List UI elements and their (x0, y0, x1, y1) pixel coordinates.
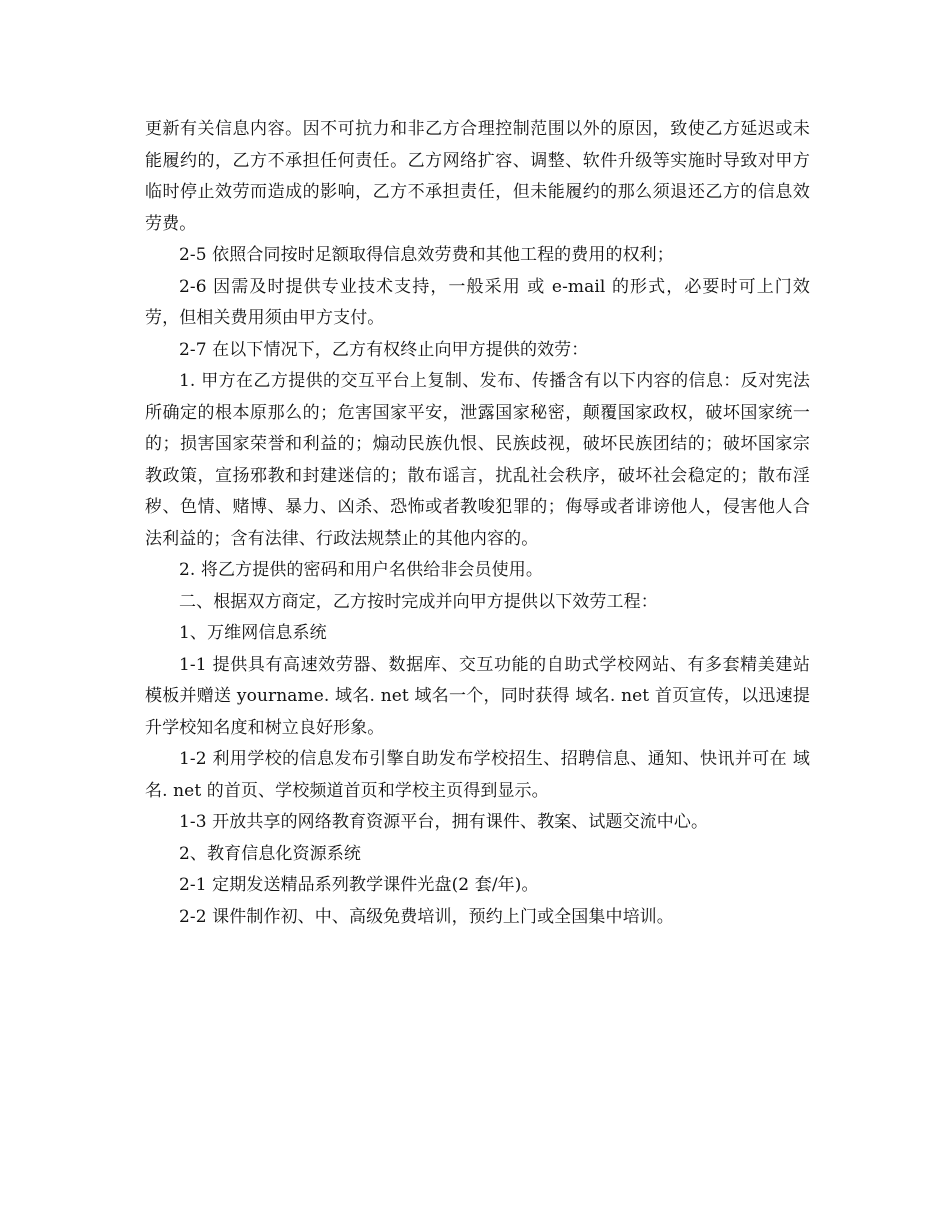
paragraph-1: 更新有关信息内容。因不可抗力和非乙方合理控制范围以外的原因，致使乙方延迟或未能履约的，乙方不承担任何责任。乙方网络扩容、调整、软件升级等实施时导致对甲方临时停止效劳而造成的影响，乙方不承担责任，但未能履约的那么须退还乙方的信息效劳费。 (145, 119, 810, 234)
paragraph-11: 1-3 开放共享的网络教育资源平台，拥有课件、教案、试题交流中心。 (179, 812, 709, 832)
paragraph-8: 1、万维网信息系统 (179, 623, 327, 643)
paragraph-12: 2、教育信息化资源系统 (179, 843, 361, 864)
paragraph-7: 二、根据双方商定，乙方按时完成并向甲方提供以下效劳工程： (179, 591, 658, 612)
paragraph-5: 1. 甲方在乙方提供的交互平台上复制、发布、传播含有以下内容的信息：反对宪法所确定的根本原那么的；危害国家平安，泄露国家秘密，颠覆国家政权，破坏国家统一的；损害国家荣誉和利益的；煽动民族仇恨、民族歧视，破坏民族团结的；破坏国家宗教政策，宣扬邪教和封建迷信的；散布谣言，扰乱社会秩序，破坏社会稳定的；散布淫秽、色情、赌博、暴力、凶杀、恐怖或者教唆犯罪的；侮辱或者诽谤他人，侵害他人合法利益的；含有法律、行政法规禁止的其他内容的。 (145, 371, 810, 549)
paragraph-13: 2-1 定期发送精品系列教学课件光盘(2 套/年)。 (179, 875, 539, 895)
paragraph-3: 2-6 因需及时提供专业技术支持，一般采用 或 e-mail 的形式，必要时可上门效劳，但相关费用须由甲方支付。 (145, 276, 810, 328)
paragraph-9: 1-1 提供具有高速效劳器、数据库、交互功能的自助式学校网站、有多套精美建站模板并赠送 yourname. 域名. net 域名一个，同时获得 域名. net 首页宣传，以迅速提升学校知名度和树立良好形象。 (145, 654, 810, 738)
paragraph-10: 1-2 利用学校的信息发布引擎自助发布学校招生、招聘信息、通知、快讯并可在 域名. net 的首页、学校频道首页和学校主页得到显示。 (145, 749, 810, 801)
document-body (145, 114, 810, 933)
paragraph-4: 2-7 在以下情况下，乙方有权终止向甲方提供的效劳： (179, 339, 589, 360)
paragraph-6: 2. 将乙方提供的密码和用户名供给非会员使用。 (179, 560, 543, 580)
paragraph-2: 2-5 依照合同按时足额取得信息效劳费和其他工程的费用的权利； (179, 245, 674, 265)
paragraph-14: 2-2 课件制作初、中、高级免费培训，预约上门或全国集中培训。 (179, 906, 674, 927)
